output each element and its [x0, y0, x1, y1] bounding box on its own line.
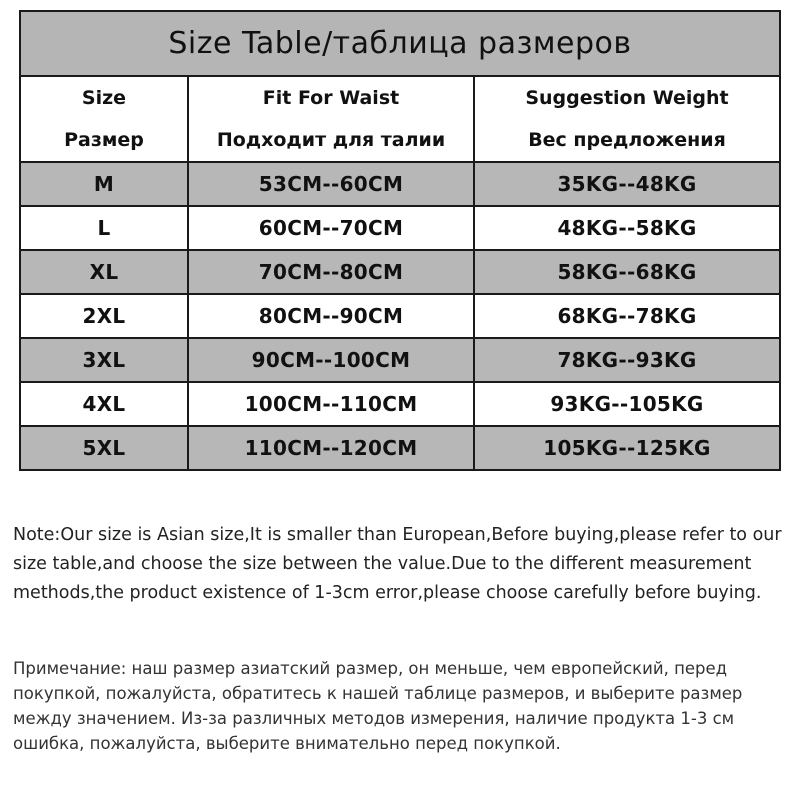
table-row: [20, 426, 780, 470]
cell-weight: 58KG--68KG: [474, 250, 780, 294]
cell-waist: 80CM--90CM: [188, 294, 474, 338]
header-waist-ru: Подходит для талии: [216, 129, 446, 151]
cell-size: 3XL: [20, 338, 188, 382]
cell-weight: 48KG--58KG: [474, 206, 780, 250]
note-russian: Примечание: наш размер азиатский размер, он меньше, чем европейский, перед покупкой, пожалуйста, обратитесь к нашей таблице размеров, и выберите размер между значением. Из-за различных методов измерения, наличие продукта 1-3 см ошибка, пожалуйста, выберите внимательно перед покупкой.: [13, 659, 743, 753]
cell-waist: 60CM--70CM: [188, 206, 474, 250]
table-header-row: [20, 76, 780, 162]
cell-weight: 78KG--93KG: [474, 338, 780, 382]
table-row: [20, 206, 780, 250]
header-size: [20, 76, 188, 162]
cell-size: 4XL: [20, 382, 188, 426]
header-weight: [474, 76, 780, 162]
table-row: [20, 338, 780, 382]
header-waist-en: Fit For Waist: [262, 87, 400, 109]
cell-weight: 35KG--48KG: [474, 162, 780, 206]
cell-weight: 68KG--78KG: [474, 294, 780, 338]
header-weight-ru: Вес предложения: [528, 129, 726, 151]
size-table: [19, 10, 781, 471]
cell-waist: 90CM--100CM: [188, 338, 474, 382]
cell-size: M: [20, 162, 188, 206]
cell-waist: 70CM--80CM: [188, 250, 474, 294]
header-weight-en: Suggestion Weight: [525, 87, 729, 109]
note-english: Note:Our size is Asian size,It is smaller than European,Before buying,please refer to our size table,and choose the size between the value.Due to the different measurement methods,the product existence of 1-3cm error,please choose carefully before buying.: [13, 525, 782, 603]
cell-waist: 100CM--110CM: [188, 382, 474, 426]
cell-size: 2XL: [20, 294, 188, 338]
table-row: [20, 294, 780, 338]
header-size-ru: Размер: [64, 129, 144, 151]
cell-weight: 93KG--105KG: [474, 382, 780, 426]
table-row: [20, 162, 780, 206]
cell-size: L: [20, 206, 188, 250]
header-size-en: Size: [81, 87, 127, 109]
table-title: Size Table/таблица размеров: [20, 11, 780, 76]
cell-size: 5XL: [20, 426, 188, 470]
header-waist: [188, 76, 474, 162]
cell-weight: 105KG--125KG: [474, 426, 780, 470]
table-row: [20, 250, 780, 294]
table-row: [20, 382, 780, 426]
cell-waist: 110CM--120CM: [188, 426, 474, 470]
cell-size: XL: [20, 250, 188, 294]
cell-waist: 53CM--60CM: [188, 162, 474, 206]
